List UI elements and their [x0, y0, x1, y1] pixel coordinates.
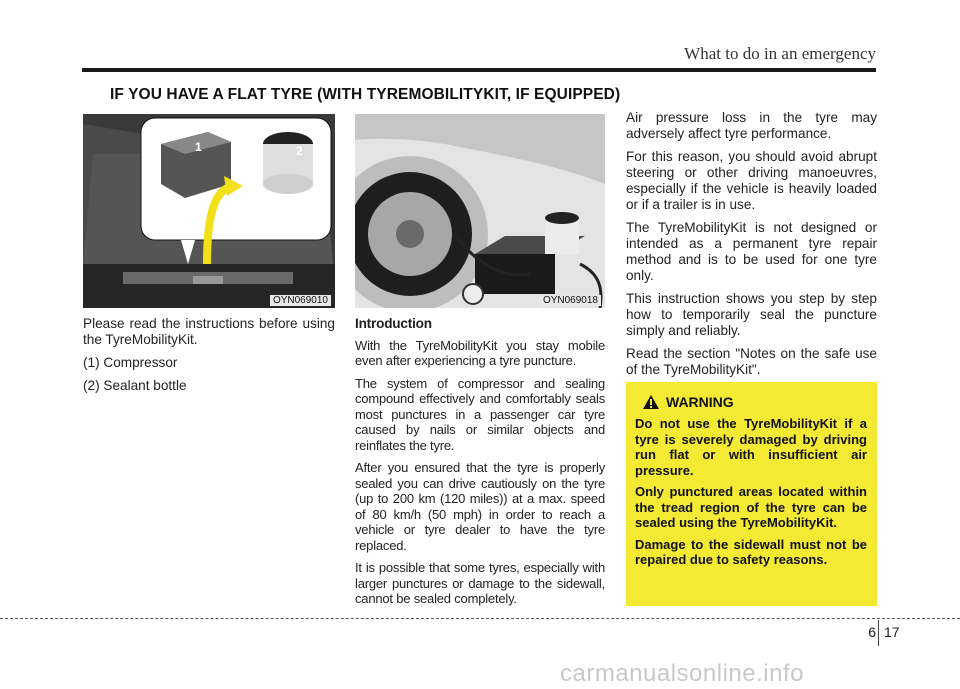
warning-box: [626, 382, 877, 606]
warning-header: [642, 394, 734, 410]
warning-paragraph: Only punctured areas located within the tread region of the tyre can be sealed using the TyreMobilityKit.: [635, 484, 867, 530]
section-title: IF YOU HAVE A FLAT TYRE (WITH TYREMOBILITYKIT, IF EQUIPPED): [110, 86, 621, 103]
chapter-number: 6: [868, 624, 876, 640]
warning-paragraph: Damage to the sidewall must not be repaired due to safety reasons.: [635, 536, 867, 567]
header-title: What to do in an emergency: [684, 44, 876, 63]
header-rule: [82, 68, 876, 72]
column-right: [626, 110, 877, 385]
trunk-photo: [83, 114, 335, 308]
list-item: (1) Compressor: [83, 355, 178, 370]
paragraph: Read the section "Notes on the safe use of the TyreMobilityKit".: [626, 346, 877, 377]
paragraph: This instruction shows you step by step how to temporarily seal the puncture simply and reliably.: [626, 291, 877, 338]
warning-body: [635, 416, 867, 574]
warning-title: WARNING: [666, 394, 734, 410]
warning-paragraph: Do not use the TyreMobilityKit if a tyre is severely damaged by driving run flat or with insufficient air pressure.: [635, 416, 867, 478]
column-left: [83, 316, 335, 401]
column-middle: [355, 316, 605, 614]
figure-code: OYN069010: [270, 295, 331, 306]
warning-triangle-icon: [642, 394, 660, 410]
list-item: (2) Sealant bottle: [83, 378, 187, 393]
callout-1: 1: [195, 140, 202, 154]
paragraph: Please read the instructions before using the TyreMobilityKit.: [83, 316, 335, 347]
introduction-heading: Introduction: [355, 316, 432, 331]
page-number: 17: [884, 624, 900, 640]
paragraph: The system of compressor and sealing compound effectively and comfortably seals most punctures in a passenger car tyre caused by nails or similar objects and reinflates the tyre.: [355, 375, 605, 453]
paragraph: Air pressure loss in the tyre may adversely affect tyre performance.: [626, 110, 877, 141]
wheel-photo: [355, 114, 605, 308]
wheel-compressor-illustration: [355, 114, 605, 308]
footer-divider: [0, 618, 960, 619]
paragraph: The TyreMobilityKit is not designed or intended as a permanent tyre repair method and is to be used for one tyre only.: [626, 220, 877, 283]
paragraph: It is possible that some tyres, especially with larger punctures or damage to the sidewall, cannot be sealed completely.: [355, 560, 605, 606]
paragraph: For this reason, you should avoid abrupt steering or other driving manoeuvres, especially if the vehicle is heavily loaded or if a trailer is in use.: [626, 149, 877, 212]
page-number-divider: [878, 620, 879, 646]
watermark: carmanualsonline.info: [560, 660, 804, 687]
paragraph: With the TyreMobilityKit you stay mobile even after experiencing a tyre puncture.: [355, 337, 605, 368]
paragraph: After you ensured that the tyre is properly sealed you can drive cautiously on the tyre (up to 200 km (120 miles)) at a max. speed of 80 km/h (50 mph) in order to reach a vehicle or tyre dealer to have the tyre replaced.: [355, 460, 605, 553]
callout-2: 2: [296, 144, 303, 158]
figure-code: OYN069018: [540, 295, 601, 306]
